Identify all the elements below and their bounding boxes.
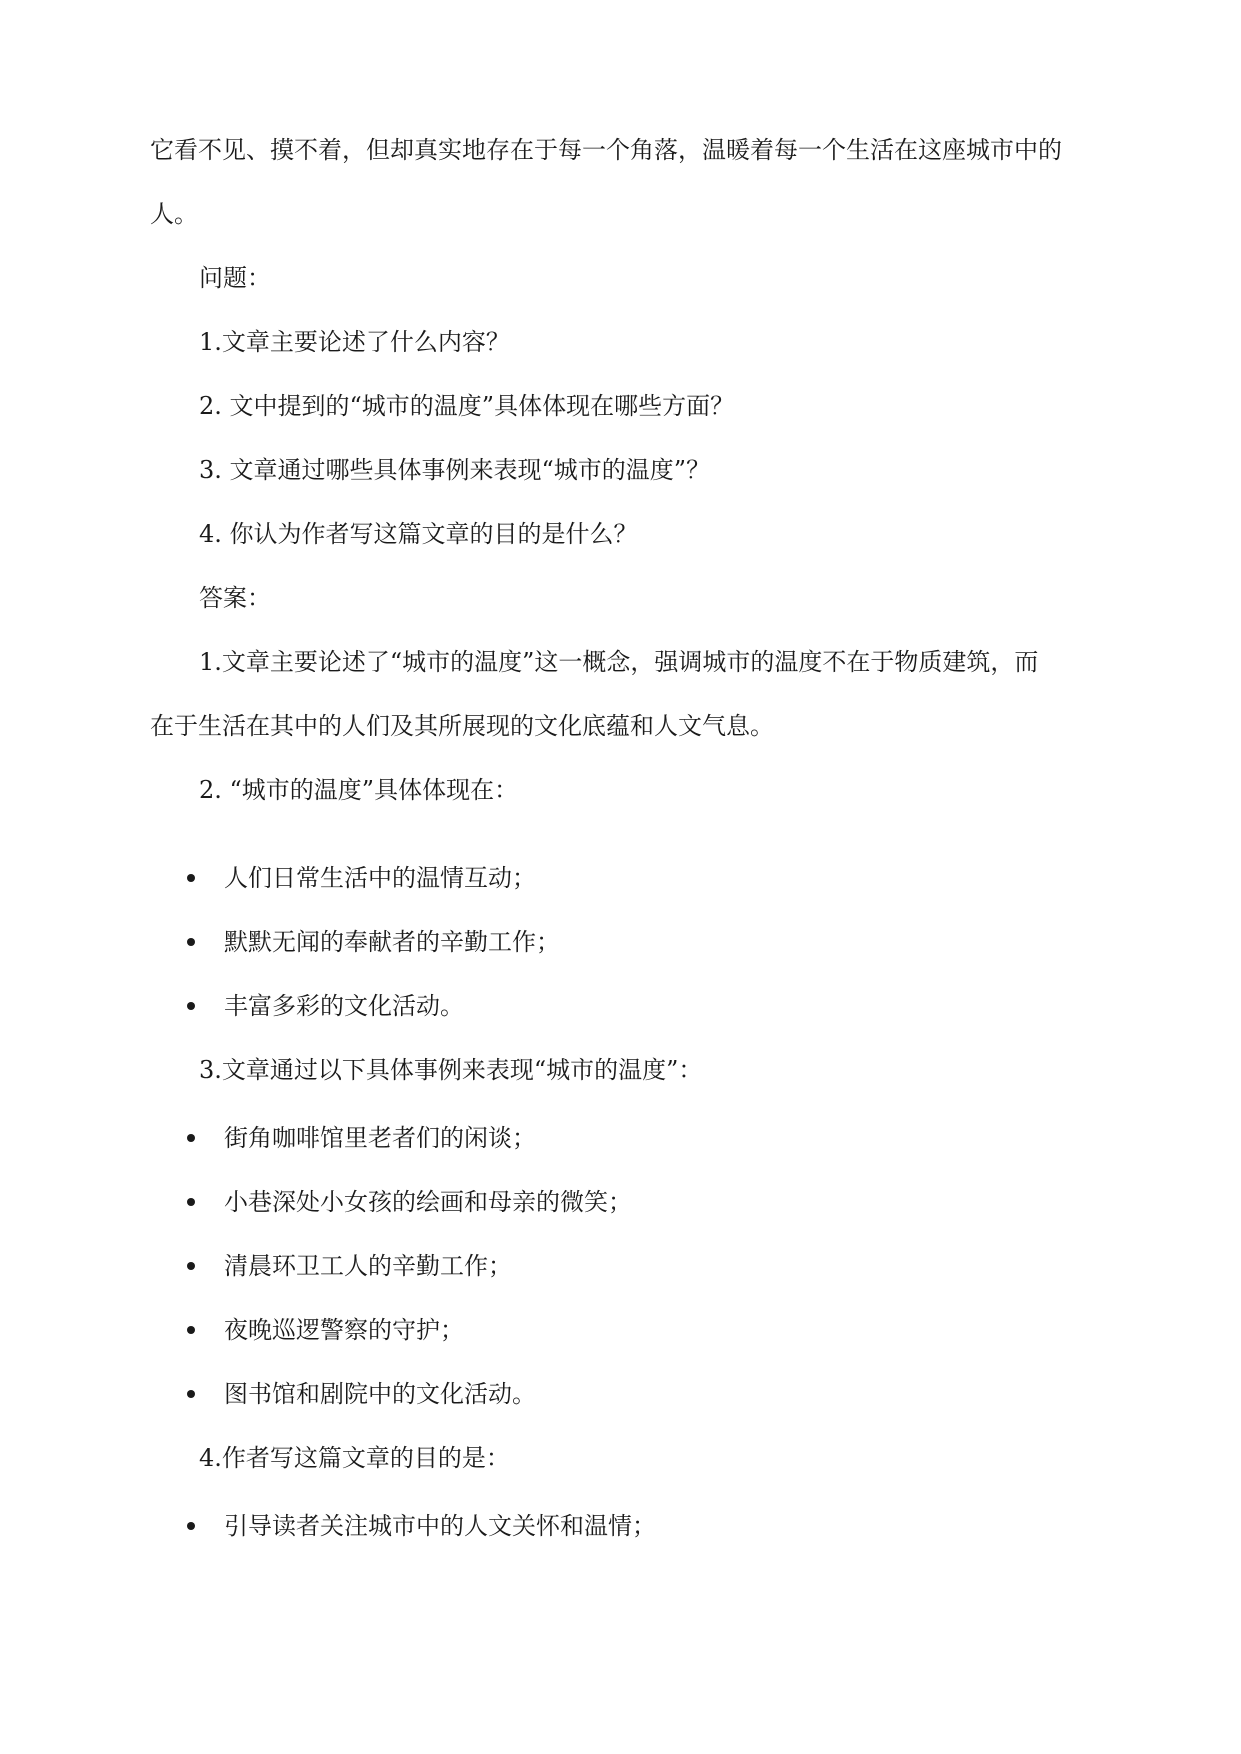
intro-line-2: 人。 [150, 200, 198, 228]
bullet-icon [187, 874, 195, 882]
answer-2-intro: 2. “城市的温度”具体体现在： [199, 776, 519, 804]
bullet-icon [187, 1326, 195, 1334]
answer-2-item: 丰富多彩的文化活动。 [224, 992, 464, 1020]
answer-3-item: 夜晚巡逻警察的守护； [224, 1316, 464, 1344]
question-3: 3. 文章通过哪些具体事例来表现“城市的温度”？ [199, 456, 711, 484]
bullet-icon [187, 1134, 195, 1142]
question-2: 2. 文中提到的“城市的温度”具体体现在哪些方面？ [199, 392, 735, 420]
bullet-icon [187, 1390, 195, 1398]
answer-3-intro: 3.文章通过以下具体事例来表现“城市的温度”： [199, 1056, 703, 1084]
bullet-icon [187, 1522, 195, 1530]
answers-heading: 答案： [199, 584, 271, 612]
bullet-icon [187, 1262, 195, 1270]
answer-1-line-2: 在于生活在其中的人们及其所展现的文化底蕴和人文气息。 [150, 712, 774, 740]
answer-2-item: 人们日常生活中的温情互动； [224, 864, 536, 892]
answer-2-item: 默默无闻的奉献者的辛勤工作； [224, 928, 560, 956]
answer-3-item: 小巷深处小女孩的绘画和母亲的微笑； [224, 1188, 632, 1216]
bullet-icon [187, 1002, 195, 1010]
intro-line-1: 它看不见、摸不着，但却真实地存在于每一个角落，温暖着每一个生活在这座城市中的 [150, 136, 1062, 164]
question-1: 1.文章主要论述了什么内容？ [199, 328, 510, 356]
question-4: 4. 你认为作者写这篇文章的目的是什么？ [199, 520, 638, 548]
answer-3-item: 清晨环卫工人的辛勤工作； [224, 1252, 512, 1280]
questions-heading: 问题： [199, 264, 271, 292]
answer-1-line-1: 1.文章主要论述了“城市的温度”这一概念，强调城市的温度不在于物质建筑，而 [199, 648, 1039, 676]
answer-3-item: 街角咖啡馆里老者们的闲谈； [224, 1124, 536, 1152]
answer-4-item: 引导读者关注城市中的人文关怀和温情； [224, 1512, 656, 1540]
answer-3-item: 图书馆和剧院中的文化活动。 [224, 1380, 536, 1408]
bullet-icon [187, 938, 195, 946]
answer-4-intro: 4.作者写这篇文章的目的是： [199, 1444, 510, 1472]
bullet-icon [187, 1198, 195, 1206]
